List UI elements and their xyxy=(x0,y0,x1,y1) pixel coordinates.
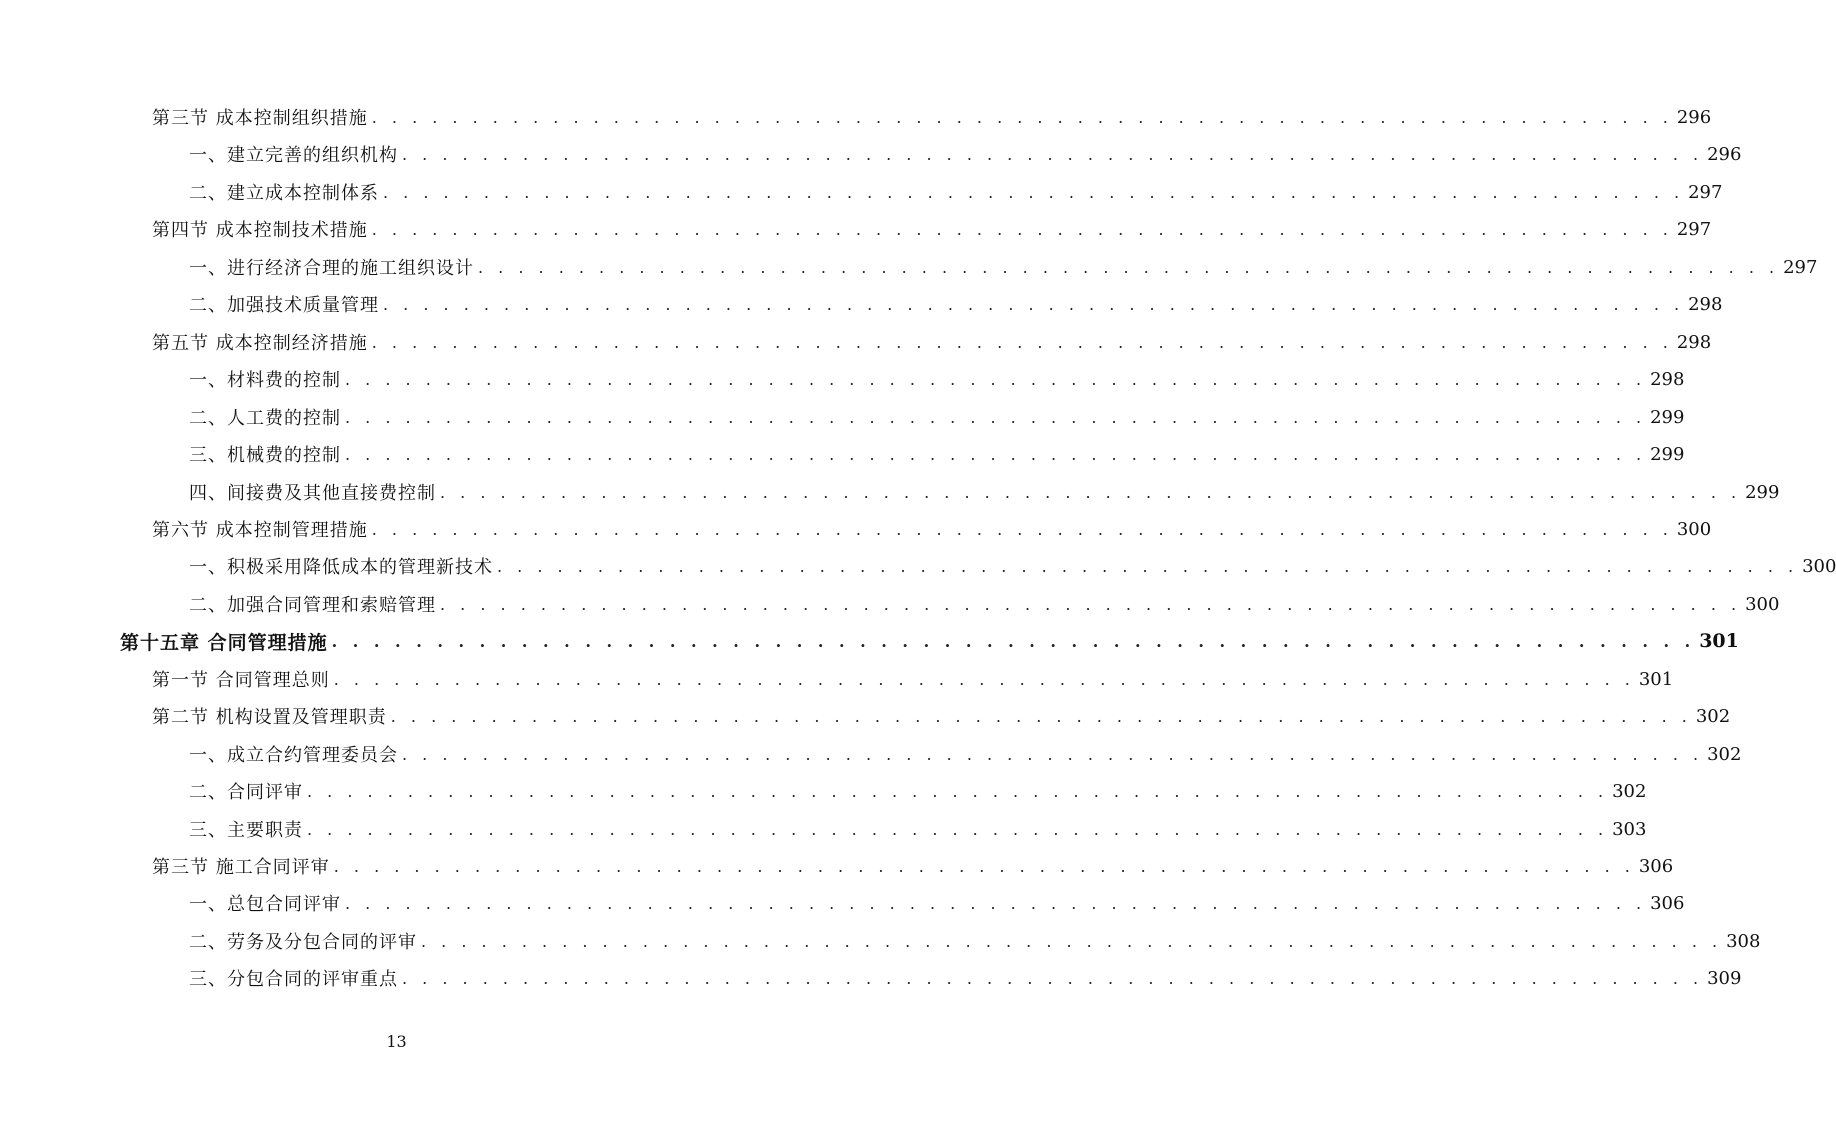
toc-entry-page: 299 xyxy=(1745,481,1780,503)
toc-entry-title: 第三节 施工合同评审 xyxy=(152,857,330,878)
toc-entry-item xyxy=(189,812,1647,846)
toc-entry-page: 309 xyxy=(1707,967,1742,989)
toc-entry-item xyxy=(189,886,1685,920)
toc-entry-title: 第三节 成本控制组织措施 xyxy=(152,108,368,129)
dot-leader: . . . . . . . . . . . . . . . . . . . . . . . . . . . . . . . . . . . . . . . . . . . . . . . . . . . . . . . . . . . . . . . . . xyxy=(371,519,1673,539)
toc-entry-title: 二、加强技术质量管理 xyxy=(189,295,379,316)
page-number: 13 xyxy=(386,1032,407,1051)
toc-entry-title: 一、成立合约管理委员会 xyxy=(189,745,398,766)
dot-leader: . . . . . . . . . . . . . . . . . . . . . . . . . . . . . . . . . . . . . . . . . . . . . . . . . . . . . . . . . . . . . . . . . xyxy=(390,706,1692,726)
toc-entry-section xyxy=(152,212,1712,246)
toc-entry-page: 302 xyxy=(1695,705,1731,727)
dot-leader: . . . . . . . . . . . . . . . . . . . . . . . . . . . . . . . . . . . . . . . . . . . . . . . . . . . . . . . . . . . . . . . . . xyxy=(333,856,1635,876)
toc-entry-title: 一、总包合同评审 xyxy=(189,894,341,915)
toc-entry-page: 297 xyxy=(1783,256,1818,278)
toc-entry-title: 第五节 成本控制经济措施 xyxy=(152,333,368,354)
toc-entry-item xyxy=(189,362,1685,396)
toc-entry-item xyxy=(189,287,1723,321)
dot-leader: . . . . . . . . . . . . . . . . . . . . . . . . . . . . . . . . . . . . . . . . . . . . . . . . . . . . . . . . . . . . . . . . . xyxy=(333,669,1635,689)
dot-leader: . . . . . . . . . . . . . . . . . . . . . . . . . . . . . . . . . . . . . . . . . . . . . . . . . . . . . . . . . . . . . . . . . xyxy=(478,257,1780,277)
toc-entry-item xyxy=(189,737,1742,771)
dot-leader: . . . . . . . . . . . . . . . . . . . . . . . . . . . . . . . . . . . . . . . . . . . . . . . . . . . . . . . . . . . . . . . . . xyxy=(402,744,1704,764)
toc-entry-item xyxy=(189,250,1818,284)
dot-leader: . . . . . . . . . . . . . . . . . . . . . . . . . . . . . . . . . . . . . . . . . . . . . . . . . . . . . . . . . . . . . . . . . xyxy=(383,294,1685,314)
dot-leader: . . . . . . . . . . . . . . . . . . . . . . . . . . . . . . . . . . . . . . . . . . . . . . . . . . . . . . . . . . . . . . . . . xyxy=(383,182,1685,202)
toc-entry-title: 第二节 机构设置及管理职责 xyxy=(152,707,387,728)
toc-entry-section xyxy=(152,512,1712,546)
toc-entry-section xyxy=(152,325,1712,359)
dot-leader: . . . . . . . . . . . . . . . . . . . . . . . . . . . . . . . . . . . . . . . . . . . . . . . . . . . . . . . . . . . . . . . . . xyxy=(371,107,1673,127)
toc-entry-title: 三、机械费的控制 xyxy=(189,445,341,466)
toc-entry-section xyxy=(152,662,1674,696)
toc-entry-title: 第四节 成本控制技术措施 xyxy=(152,220,368,241)
toc-entry-page: 297 xyxy=(1688,181,1723,203)
toc-entry-item xyxy=(189,961,1742,995)
toc-entry-title: 二、合同评审 xyxy=(189,782,303,803)
toc-entry-page: 300 xyxy=(1676,518,1712,540)
toc-entry-page: 300 xyxy=(1802,555,1836,577)
toc-entry-item xyxy=(189,475,1780,509)
toc-entry-title: 一、积极采用降低成本的管理新技术 xyxy=(189,557,493,578)
toc-entry-title: 二、建立成本控制体系 xyxy=(189,183,379,204)
toc-entry-page: 299 xyxy=(1650,443,1685,465)
toc-entry-title: 三、主要职责 xyxy=(189,820,303,841)
dot-leader: . . . . . . . . . . . . . . . . . . . . . . . . . . . . . . . . . . . . . . . . . . . . . . . . . . . . . . . . . . . . . . . . . xyxy=(307,819,1609,839)
toc-entry-item xyxy=(189,587,1780,621)
toc-entry-title: 一、建立完善的组织机构 xyxy=(189,145,398,166)
toc-entry-page: 297 xyxy=(1676,218,1712,240)
toc-entry-title: 第六节 成本控制管理措施 xyxy=(152,520,368,541)
toc-entry-page: 298 xyxy=(1676,331,1712,353)
toc-entry-page: 296 xyxy=(1707,143,1742,165)
toc-entry-title: 二、加强合同管理和索赔管理 xyxy=(189,595,436,616)
toc-entry-item xyxy=(189,137,1742,171)
toc-entry-title: 二、劳务及分包合同的评审 xyxy=(189,932,417,953)
toc-entry-item xyxy=(189,549,1836,583)
dot-leader: . . . . . . . . . . . . . . . . . . . . . . . . . . . . . . . . . . . . . . . . . . . . . . . . . . . . . . . . . . . . . . . . . xyxy=(345,444,1647,464)
toc-entry-item xyxy=(189,924,1761,958)
toc-entry-page: 296 xyxy=(1676,106,1712,128)
toc-entry-page: 298 xyxy=(1650,368,1685,390)
dot-leader: . . . . . . . . . . . . . . . . . . . . . . . . . . . . . . . . . . . . . . . . . . . . . . . . . . . . . . . . . . . . . . . . . xyxy=(345,407,1647,427)
toc-entry-page: 298 xyxy=(1688,293,1723,315)
dot-leader: . . . . . . . . . . . . . . . . . . . . . . . . . . . . . . . . . . . . . . . . . . . . . . . . . . . . . . . . . . . . . . . . . xyxy=(440,482,1742,502)
toc-entry-page: 308 xyxy=(1726,930,1761,952)
toc-entry-page: 306 xyxy=(1650,892,1685,914)
dot-leader: . . . . . . . . . . . . . . . . . . . . . . . . . . . . . . . . . . . . . . . . . . . . . . . . . . . . . . . . . . . . . . . . . xyxy=(440,594,1742,614)
toc-entry-chapter xyxy=(120,624,1739,658)
toc-entry-page: 302 xyxy=(1707,743,1742,765)
toc-entry-page: 302 xyxy=(1612,780,1647,802)
toc-entry-page: 300 xyxy=(1745,593,1780,615)
toc-entry-section xyxy=(152,849,1674,883)
toc-entry-item xyxy=(189,175,1723,209)
toc-entry-title: 四、间接费及其他直接费控制 xyxy=(189,483,436,504)
dot-leader: . . . . . . . . . . . . . . . . . . . . . . . . . . . . . . . . . . . . . . . . . . . . . . . . . . . . . . . . . . . . . . . . . xyxy=(345,369,1647,389)
toc-entry-title: 第十五章 合同管理措施 xyxy=(120,631,328,654)
toc-entry-item xyxy=(189,400,1685,434)
toc-entry-page: 301 xyxy=(1699,630,1739,652)
toc-entry-page: 299 xyxy=(1650,406,1685,428)
toc-entry-title: 二、人工费的控制 xyxy=(189,408,341,429)
toc-entry-title: 一、材料费的控制 xyxy=(189,370,341,391)
toc-entry-page: 301 xyxy=(1638,668,1674,690)
toc-entry-title: 一、进行经济合理的施工组织设计 xyxy=(189,258,474,279)
dot-leader: . . . . . . . . . . . . . . . . . . . . . . . . . . . . . . . . . . . . . . . . . . . . . . . . . . . . . . . . . . . . . . . . . xyxy=(371,332,1673,352)
toc-entry-title: 第一节 合同管理总则 xyxy=(152,670,330,691)
dot-leader: . . . . . . . . . . . . . . . . . . . . . . . . . . . . . . . . . . . . . . . . . . . . . . . . . . . . . . . . . . . . . . . . . xyxy=(345,893,1647,913)
dot-leader: . . . . . . . . . . . . . . . . . . . . . . . . . . . . . . . . . . . . . . . . . . . . . . . . . . . . . . . . . . . . . . . . . xyxy=(331,631,1696,651)
dot-leader: . . . . . . . . . . . . . . . . . . . . . . . . . . . . . . . . . . . . . . . . . . . . . . . . . . . . . . . . . . . . . . . . . xyxy=(402,144,1704,164)
dot-leader: . . . . . . . . . . . . . . . . . . . . . . . . . . . . . . . . . . . . . . . . . . . . . . . . . . . . . . . . . . . . . . . . . xyxy=(497,556,1799,576)
toc-entry-section xyxy=(152,100,1712,134)
dot-leader: . . . . . . . . . . . . . . . . . . . . . . . . . . . . . . . . . . . . . . . . . . . . . . . . . . . . . . . . . . . . . . . . . xyxy=(371,219,1673,239)
dot-leader: . . . . . . . . . . . . . . . . . . . . . . . . . . . . . . . . . . . . . . . . . . . . . . . . . . . . . . . . . . . . . . . . . xyxy=(402,968,1704,988)
dot-leader: . . . . . . . . . . . . . . . . . . . . . . . . . . . . . . . . . . . . . . . . . . . . . . . . . . . . . . . . . . . . . . . . . xyxy=(421,931,1723,951)
toc-entry-title: 三、分包合同的评审重点 xyxy=(189,969,398,990)
toc-entry-page: 303 xyxy=(1612,818,1647,840)
toc-entry-item xyxy=(189,437,1685,471)
toc-entry-page: 306 xyxy=(1638,855,1674,877)
toc-entry-item xyxy=(189,774,1647,808)
dot-leader: . . . . . . . . . . . . . . . . . . . . . . . . . . . . . . . . . . . . . . . . . . . . . . . . . . . . . . . . . . . . . . . . . xyxy=(307,781,1609,801)
toc-entry-section xyxy=(152,699,1731,733)
